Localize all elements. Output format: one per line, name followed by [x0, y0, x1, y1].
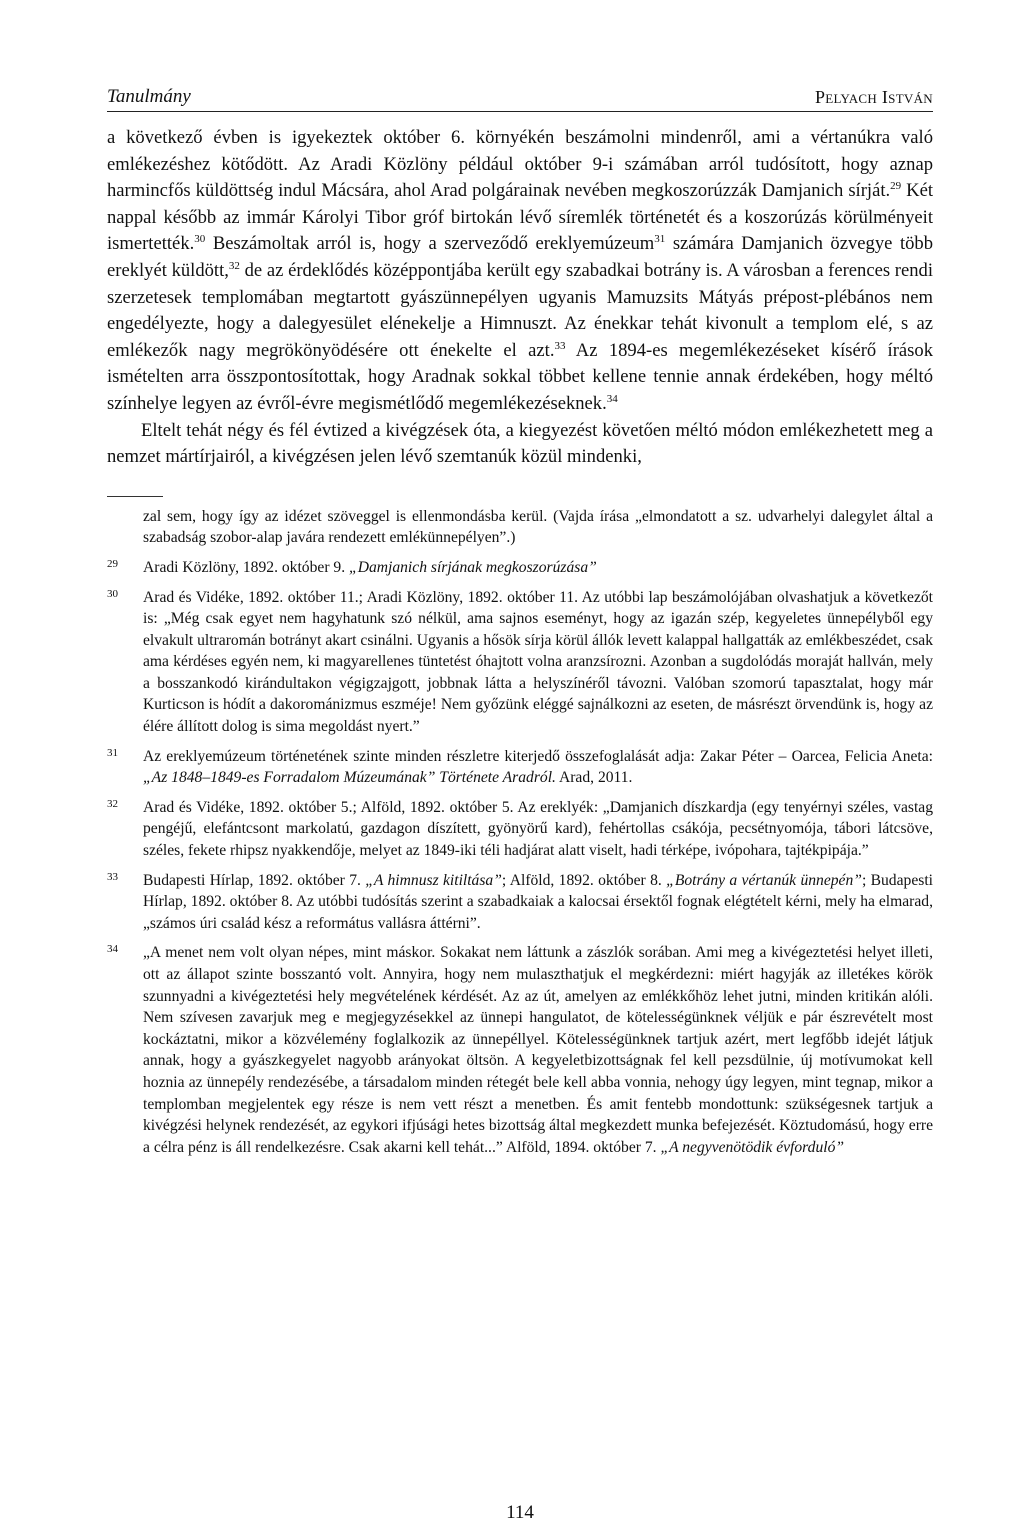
footnote-number: 33	[107, 870, 118, 883]
page	[107, 82, 934, 1523]
section-label: Tanulmány	[107, 86, 191, 107]
footnote-number: 30	[107, 587, 118, 600]
footnote-ref-34[interactable]: 34	[606, 392, 618, 405]
footnote-separator	[107, 496, 163, 497]
footnote-29	[107, 557, 933, 579]
text-run: Két nappal később az immár Károlyi Tibor gróf birtokán lévő síremlék történetét és a koszorúzás körülményeit ismertették.	[107, 180, 934, 255]
footnote-34	[107, 942, 933, 1158]
running-header	[107, 82, 933, 112]
footnote-30	[107, 587, 933, 738]
footnote-number: 32	[107, 797, 118, 810]
author-name: Pelyach István	[814, 87, 933, 107]
footnote-text: Arad, 2011.	[555, 769, 633, 787]
footnote-text: Aradi Közlöny, 1892. október 9.	[143, 558, 350, 576]
footnote-number: 29	[107, 557, 118, 570]
footnote-title: „Botrány a vértanúk ünnepén”	[666, 871, 862, 889]
footnote-ref-32[interactable]: 32	[228, 259, 240, 272]
footnote-number: 31	[107, 746, 118, 759]
footnote-33	[107, 870, 933, 935]
paragraph: Eltelt tehát négy és fél évtized a kivégzések óta, a kiegyezést követően méltó módon emlékezhetett meg a nemzet mártírjairól, a kivégzésen jelen lévő szemtanúk közül mindenki,	[107, 419, 933, 468]
footnote-title: „Az 1848–1849-es Forradalom Múzeumának” Története Aradról.	[143, 769, 556, 787]
footnote-continued: zal sem, hogy így az idézet szöveggel is ellenmondásba kerül. (Vajda írása „elmondatott a sz. udvarhelyi dalegylet által a szabadság szobor-alap javára rendezett emlékünnepélyen”.)	[143, 507, 933, 547]
footnote-text: „A menet nem volt olyan népes, mint máskor. Sokakat nem láttunk a zászlók sorában. Ami meg a kivégeztetési helyet illeti, ott az állapot szinte bosszantó volt. Annyira, hogy nem mulaszthatjuk el megkérdezni: miért hagyják az illetékes körök szunnyadni a kivégeztetési hely megvételének kérdését. Az az út, amelyen az emlékkőhöz lehet jutni, minden kritikán alóli. Nem szívesen zavarjuk meg e megjegyzésekkel az ünnepi hangulatot, de kötelességünknek véljük e pár észrevételt most kockáztatni, mikor a közvélemény foglalkozik az ünnepéllyel. Kötelességünknek tartjuk azért, mert legfőbb idejét látjuk annak, hogy a gyászkegyelet nagyobb arányokat öltsön. A kegyeletbizottságnak fel kell pezsdülnie, új motívumokat kell hoznia az ünnepély rendezésébe, a társadalom minden rétegét bele kell abba vonnia, nehogy úgy legyen, mint tegnap, mikor a templomban megjelentek egy része is nem vett részt a menetben. És amit fentebb mondottunk: szükségesnek tartjuk a kivégzési helynek rendezését, az egykori ifjúsági hetes bizottság által megkezdett munka befejezését. Köztudomású, hogy erre a célra pénz is áll rendelkezésre. Csak akarni kell tehát...” Alföld, 1894. október 7.	[143, 944, 933, 1156]
footnote-text: Az ereklyemúzeum történetének szinte minden részletre kiterjedő összefoglalását adja: Zakar Péter – Oarcea, Felicia Aneta:	[143, 747, 933, 765]
footnote-title: „A negyvenötödik évforduló”	[660, 1138, 845, 1156]
main-text	[107, 125, 933, 471]
page-number: 114	[506, 1502, 534, 1523]
footnote-text: ; Alföld, 1892. október 8.	[501, 871, 667, 889]
footnote-text: ; Budapesti Hírlap, 1892. október 8. Az utóbbi tudósítás szerint a szabadkaiak a kalocsai érsektől fognak elégtételt kérni, mely ha elmarad, „számos úri család kész a református vallásra áttérni”.	[143, 871, 933, 932]
text-run: de az érdeklődés középpontjába került egy szabadkai botrány is. A városban a ferences rendi szerzetesek templomában megtartott gyászünnepélyen ugyanis Mamuzsits Mátyás prépost-plébános nem engedélyezte, hogy a dalegyesület elénekelje a Himnuszt. Az énekkar tehát kivonult a templom elé, s az emlékezők nagy megrökönyödésére ott énekelte el azt.	[107, 259, 933, 361]
text-run: számára Damjanich özvegye több ereklyét küldött,	[107, 233, 934, 281]
footnote-text: Arad és Vidéke, 1892. október 5.; Alföld, 1892. október 5. Az ereklyék: „Damjanich díszkardja (egy tenyérnyi széles, vastag pengéjű, elefántcsont markolatú, gazdagon díszített, gyönyörű kard), fehértollas csákója, pecsétnyomója, tábori látcsöve, széles, fekete rhipsz nyakkendője, melyet az 1849-iki téli hadjárat alatt viselt, hadi térképe, ivópohara, tajtékpipája.”	[143, 798, 933, 860]
text-run: Beszámoltak arról is, hogy a szerveződő ereklyemúzeum	[205, 233, 655, 255]
footnote-title: „A himnusz kitiltása”	[365, 871, 502, 889]
footnote-ref-29[interactable]: 29	[890, 180, 902, 192]
footnote-text: Budapesti Hírlap, 1892. október 7.	[143, 871, 366, 889]
text-run: Az 1894-es megemlékezéseket kísérő írások ismételten arra összpontosítottak, hogy Aradnak sokkal többet kellene tennie annak érdekében, hogy méltó színhelye legyen az évről-évre megismétlődő megemlékezéseknek.	[107, 339, 933, 414]
footnote-ref-31[interactable]: 31	[654, 233, 666, 246]
footnotes	[107, 506, 933, 1159]
footnote-number: 34	[107, 943, 118, 956]
footnote-ref-30[interactable]: 30	[194, 233, 206, 246]
footnote-32	[107, 797, 933, 862]
footnote-title: „Damjanich sírjának megkoszorúzása”	[349, 558, 597, 576]
footnote-text: Arad és Vidéke, 1892. október 11.; Aradi Közlöny, 1892. október 11. Az utóbbi lap beszámolójában olvashatjuk a következőt is: „Még csak egyet nem hagyhatunk szó nélkül, ama sajnos eseményt, hogy az igazán szép, kegyeletes ünnepélyből egy elvakult ultraromán botrányt akart csinálni. Ugyanis a hősök sírja körül állók levett kalappal hallgatták az emlékbeszédet, csak ama kérdéses egyén nem, ki magyarellenes tüntetést óhajtott volna aranzsírozni. Azonban a sugdolódás moraját hallván, mely a bosszankodó kirándultakon végigzajgott, jobbnak látta a helyszínéről távozni. Valóban szomorú tapasztalat, hogy már Kurticson is hódít a dakorománizmus eszméje! Nem győzünk eléggé sajnálkozni az eseten, de másrészt örvendünk is, hogy az élére állított dolog is sima megoldást nyert.”	[143, 588, 933, 736]
text-run: a következő évben is igyekeztek október 6. környékén beszámolni mindenről, ami a vértanúkra való emlékezéshez kötődött. Az Aradi Közlöny például október 9-i számában arról tudósított, hogy aznap harmincfős küldöttség indul Mácsára, ahol Arad polgárainak nevében megkoszorúzzák Damjanich sírját.	[107, 127, 933, 202]
footnote-ref-33[interactable]: 33	[554, 339, 566, 352]
paragraph	[107, 125, 933, 418]
footnote-31	[107, 746, 933, 789]
